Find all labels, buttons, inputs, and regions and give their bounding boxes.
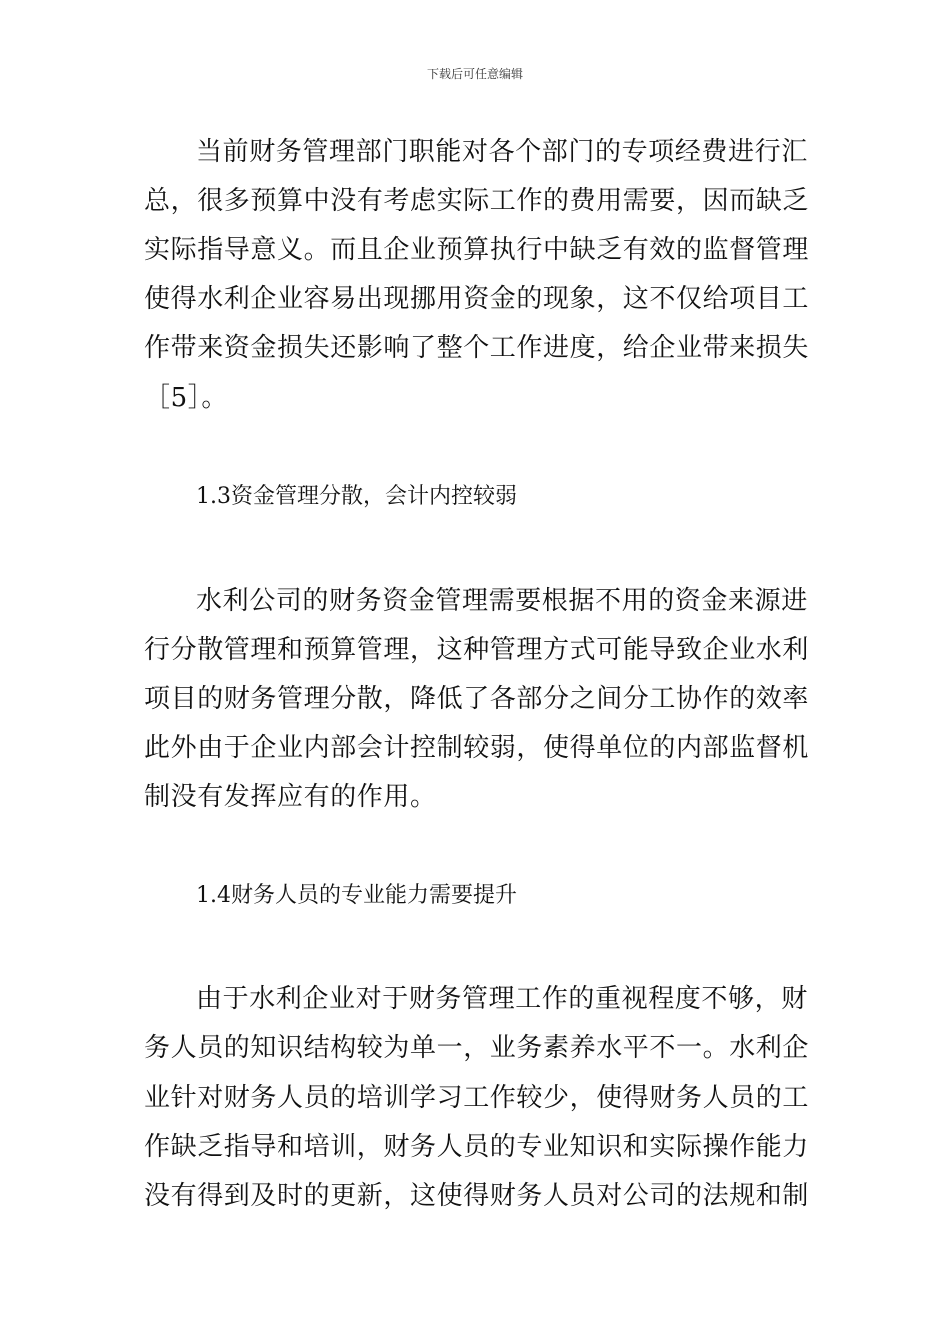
page-header: 下载后可任意编辑 bbox=[426, 67, 523, 81]
paragraph-3-line-4: 作缺乏指导和培训，财务人员的专业知识和实际操作能力 bbox=[144, 1132, 810, 1162]
paragraph-3-line-3: 业针对财务人员的培训学习工作较少，使得财务人员的工 bbox=[144, 1083, 810, 1113]
paragraph-1-line-2: 总，很多预算中没有考虑实际工作的费用需要，因而缺乏 bbox=[144, 186, 810, 216]
section-heading-1-3: 1.3资金管理分散，会计内控较弱 bbox=[196, 484, 517, 509]
paragraph-1-line-1: 当前财务管理部门职能对各个部门的专项经费进行汇 bbox=[196, 137, 808, 167]
paragraph-2-line-4: 此外由于企业内部会计控制较弱，使得单位的内部监督机 bbox=[144, 733, 810, 763]
paragraph-1-line-4: 使得水利企业容易出现挪用资金的现象，这不仅给项目工 bbox=[144, 284, 810, 314]
paragraph-3-line-1: 由于水利企业对于财务管理工作的重视程度不够，财 bbox=[196, 984, 808, 1014]
paragraph-2-line-1: 水利公司的财务资金管理需要根据不用的资金来源进 bbox=[196, 586, 808, 616]
paragraph-3-line-5: 没有得到及时的更新，这使得财务人员对公司的法规和制 bbox=[144, 1181, 810, 1211]
paragraph-3-line-2: 务人员的知识结构较为单一，业务素养水平不一。水利企 bbox=[144, 1033, 810, 1063]
section-heading-1-4: 1.4财务人员的专业能力需要提升 bbox=[196, 883, 517, 908]
paragraph-1-line-3: 实际指导意义。而且企业预算执行中缺乏有效的监督管理 bbox=[144, 235, 810, 265]
paragraph-2-line-3: 项目的财务管理分散，降低了各部分之间分工协作的效率 bbox=[144, 684, 810, 714]
paragraph-1-line-6: ［5］。 bbox=[144, 383, 228, 413]
paragraph-1-line-5: 作带来资金损失还影响了整个工作进度，给企业带来损失 bbox=[144, 333, 810, 363]
paragraph-2-line-5: 制没有发挥应有的作用。 bbox=[144, 782, 437, 812]
paragraph-2-line-2: 行分散管理和预算管理，这种管理方式可能导致企业水利 bbox=[144, 635, 810, 665]
